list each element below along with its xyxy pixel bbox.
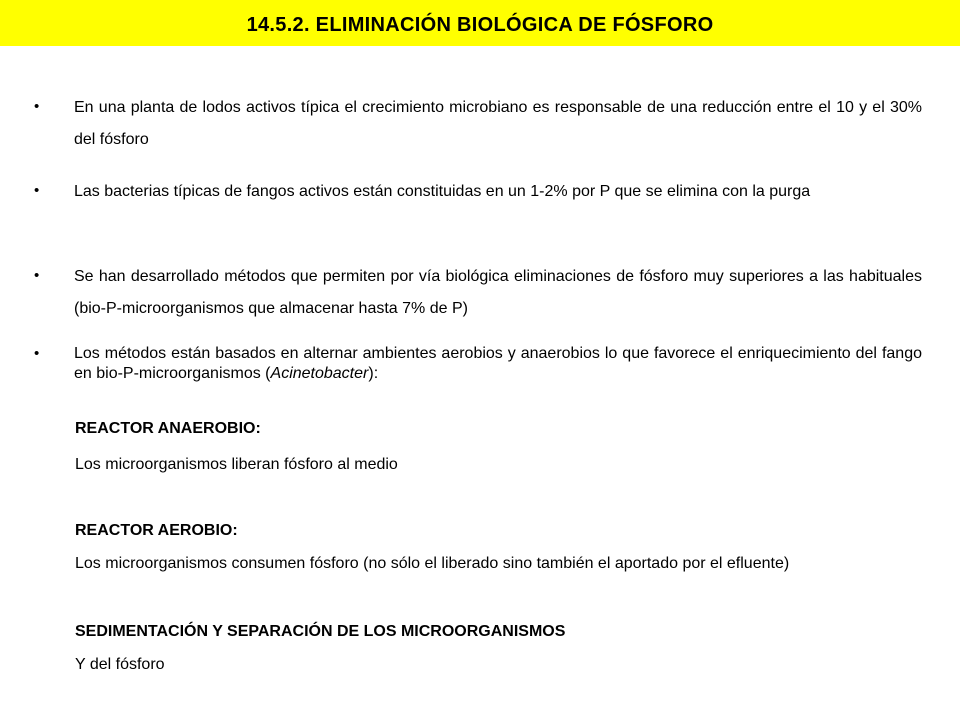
bullet-item	[32, 261, 922, 325]
bullet-item	[32, 92, 922, 156]
bullet-text	[74, 339, 922, 384]
bullet-text: Las bacterias típicas de fangos activos están constituidas en un 1-2% por P que se elimina con la purga	[74, 183, 811, 200]
section-heading: SEDIMENTACIÓN Y SEPARACIÓN DE LOS MICROORGANISMOS	[75, 623, 566, 640]
bullet-dot-icon: •	[34, 267, 40, 284]
section-body: Los microorganismos consumen fósforo (no sólo el liberado sino también el aportado por el efluente)	[75, 555, 790, 572]
bullet-text: Se han desarrollado métodos que permiten por vía biológica eliminaciones de fósforo muy superiores a las habituales (bio-P-microorganismos que almacenar hasta 7% de P)	[74, 268, 922, 317]
bullet-dot-icon: •	[34, 345, 40, 362]
bullet-text: En una planta de lodos activos típica el crecimiento microbiano es responsable de una reducción entre el 10 y el 30% del fósforo	[74, 99, 922, 148]
section-heading: REACTOR ANAEROBIO:	[75, 420, 261, 437]
bullet-text-part: ):	[368, 365, 379, 382]
section-body: Y del fósforo	[75, 656, 165, 673]
slide-title: 14.5.2. ELIMINACIÓN BIOLÓGICA DE FÓSFORO	[246, 13, 714, 36]
bullet-text-part: Los métodos están basados en alternar ambientes aerobios y anaerobios lo que favorece el enriquecimiento del fango en bio-P-microorganismos (	[74, 345, 922, 382]
bullet-dot-icon: •	[34, 98, 40, 115]
section-heading: REACTOR AEROBIO:	[75, 522, 238, 539]
bullet-dot-icon: •	[34, 182, 40, 199]
organism-name: Acinetobacter	[270, 365, 369, 382]
bullet-item	[32, 176, 922, 208]
bullet-item	[32, 339, 922, 384]
section-body: Los microorganismos liberan fósforo al medio	[75, 456, 398, 473]
